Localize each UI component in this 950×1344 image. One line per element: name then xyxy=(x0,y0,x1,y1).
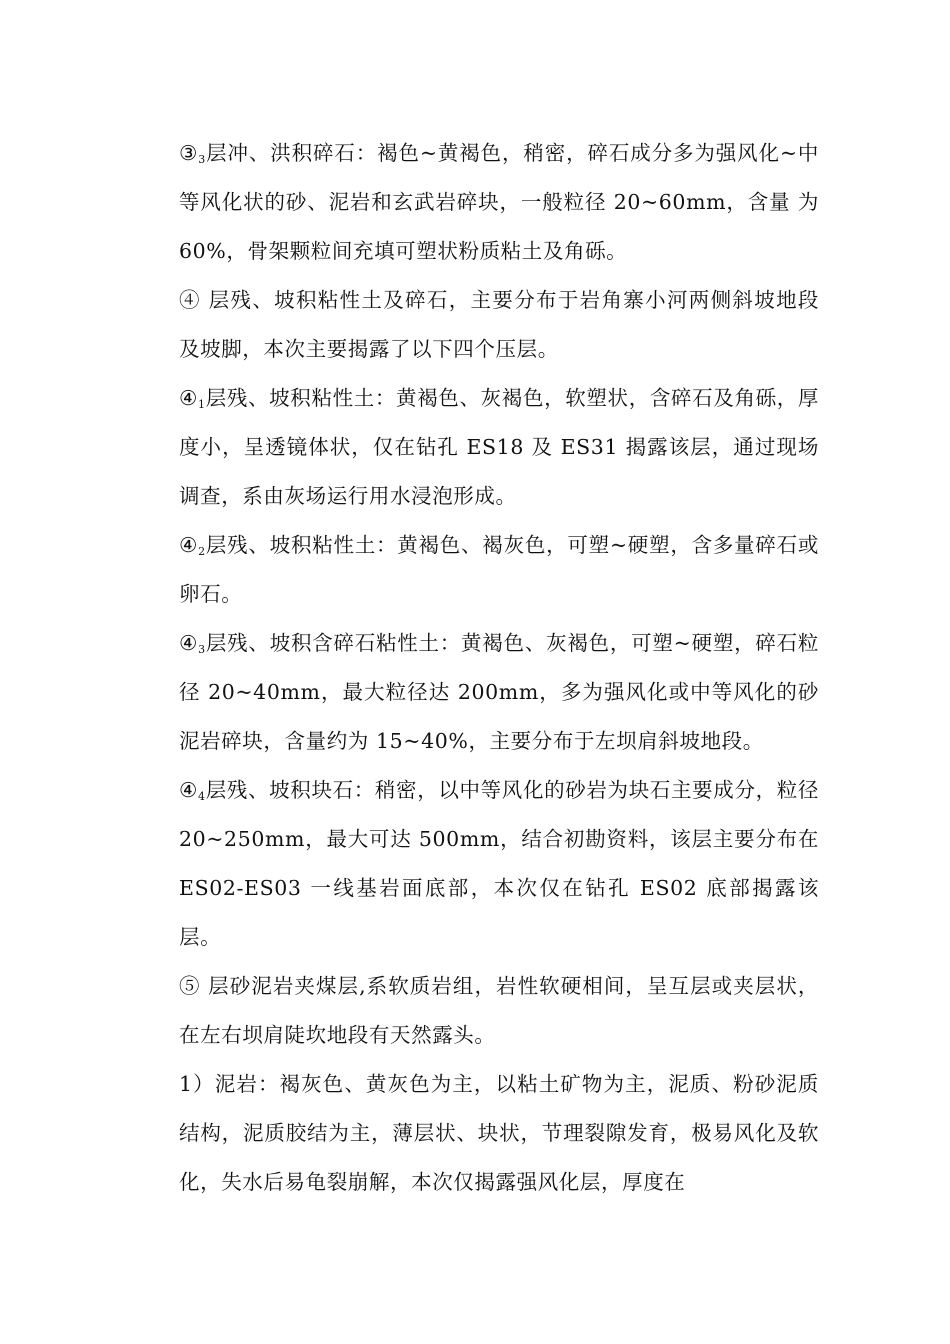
paragraph-layer-4-1 xyxy=(179,374,819,521)
layer-subscript: 1 xyxy=(198,398,206,411)
paragraph-text: 泥岩：褐灰色、黄灰色为主，以粘土矿物为主，泥质、粉砂泥质结构，泥质胶结为主，薄层状、块状，节理裂隙发育，极易风化及软化，失水后易龟裂崩解，本次仅揭露强风化层，厚度在 xyxy=(179,1072,819,1194)
document-body xyxy=(179,129,819,1207)
layer-marker: ④ xyxy=(179,778,199,802)
layer-marker: ④ xyxy=(179,288,201,312)
layer-marker: ④ xyxy=(179,631,199,655)
paragraph-layer-4 xyxy=(179,276,819,374)
layer-subscript: 4 xyxy=(198,790,206,803)
layer-subscript: 2 xyxy=(198,545,206,558)
paragraph-layer-4-2 xyxy=(179,521,819,619)
paragraph-text: 层残、坡积块石：稍密，以中等风化的砂岩为块石主要成分，粒径 20~250mm，最大可达 500mm，结合初勘资料，该层主要分布在 ES02-ES03 一线基岩面底部，本次仅在钻孔 ES02 底部揭露该层。 xyxy=(179,778,819,949)
paragraph-text: 层残、坡积含碎石粘性土：黄褐色、灰褐色，可塑~硬塑，碎石粒径 20~40mm，最大粒径达 200mm，多为强风化或中等风化的砂泥岩碎块，含量约为 15~40%，主要分布于左坝肩斜坡地段。 xyxy=(179,631,819,753)
paragraph-text: 层冲、洪积碎石：褐色~黄褐色，稍密，碎石成分多为强风化~中等风化状的砂、泥岩和玄武岩碎块，一般粒径 20~60mm，含量 为 60%，骨架颗粒间充填可塑状粉质粘土及角砾。 xyxy=(179,141,819,263)
paragraph-layer-4-4 xyxy=(179,766,819,962)
paragraph-text: 层残、坡积粘性土：黄褐色、褐灰色，可塑~硬塑，含多量碎石或卵石。 xyxy=(179,533,819,606)
paragraph-text: 层残、坡积粘性土：黄褐色、灰褐色，软塑状，含碎石及角砾，厚度小，呈透镜体状，仅在钻孔 ES18 及 ES31 揭露该层，通过现场调查，系由灰场运行用水浸泡形成。 xyxy=(179,386,819,508)
paragraph-text: 层砂泥岩夹煤层,系软质岩组，岩性软硬相间，呈互层或夹层状，在左右坝肩陡坎地段有天然露头。 xyxy=(179,974,819,1047)
layer-marker: ④ xyxy=(179,386,199,410)
layer-marker: ③ xyxy=(179,141,199,165)
paragraph-layer-4-3 xyxy=(179,619,819,766)
layer-marker: ④ xyxy=(179,533,199,557)
layer-subscript: 3 xyxy=(198,153,206,166)
item-number: 1） xyxy=(179,1072,215,1096)
paragraph-text: 层残、坡积粘性土及碎石，主要分布于岩角寨小河两侧斜坡地段及坡脚，本次主要揭露了以下四个压层。 xyxy=(179,288,819,361)
paragraph-layer-5 xyxy=(179,962,819,1060)
paragraph-layer-3-3 xyxy=(179,129,819,276)
paragraph-mudstone xyxy=(179,1060,819,1207)
layer-subscript: 3 xyxy=(198,643,206,656)
layer-marker: ⑤ xyxy=(179,974,201,998)
